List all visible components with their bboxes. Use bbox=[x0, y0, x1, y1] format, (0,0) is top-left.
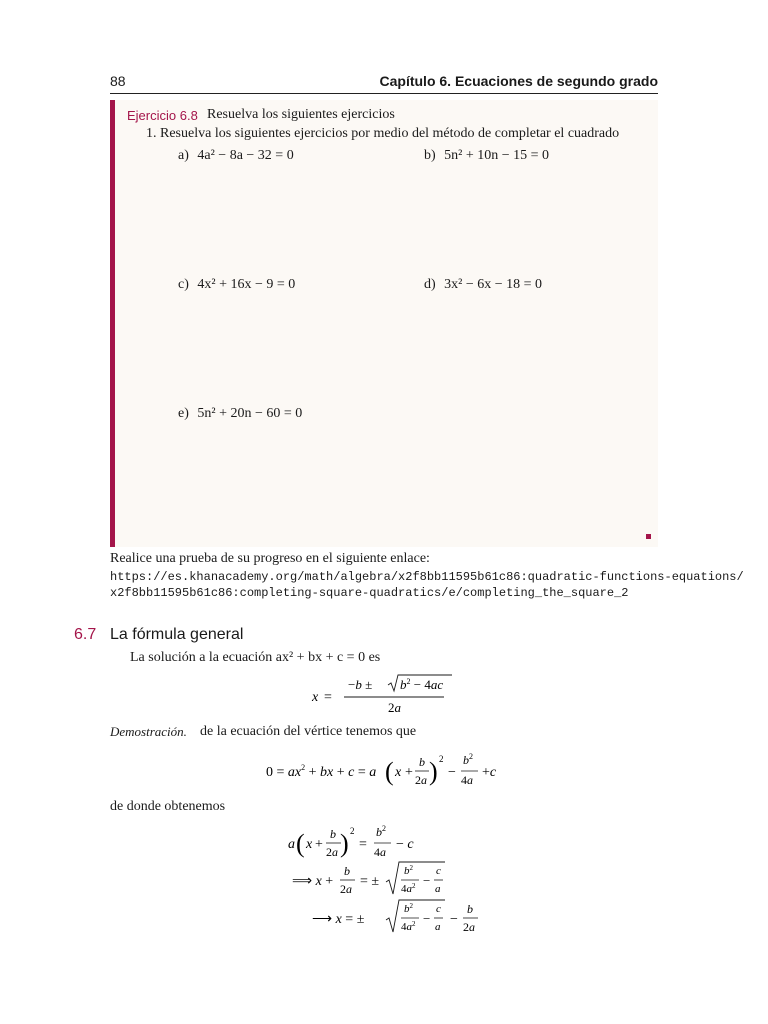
svg-text:4a2: $4a^2$ bbox=[401, 882, 416, 895]
svg-text:+: + bbox=[405, 765, 413, 780]
svg-text:a: a bbox=[435, 883, 441, 895]
part-letter: e) bbox=[178, 406, 189, 421]
svg-text:−: − bbox=[423, 873, 431, 888]
svg-text:⟶ x = ±: ⟶ x = ± bbox=[312, 912, 365, 927]
svg-text:c: c bbox=[436, 903, 441, 915]
exercise-part-c bbox=[178, 277, 295, 293]
svg-text:x: x bbox=[312, 690, 319, 705]
obtain-text: de donde obtenemos bbox=[110, 799, 226, 814]
svg-text:b: b bbox=[419, 755, 425, 769]
svg-text:+c: +c bbox=[482, 765, 497, 780]
exercise-instruction: Resuelva los siguientes ejercicios bbox=[207, 107, 395, 122]
exercise-part-b bbox=[424, 148, 549, 164]
exercise-part-a bbox=[178, 148, 294, 164]
svg-text:x: x bbox=[306, 837, 313, 852]
svg-text:⟹ x +: ⟹ x + bbox=[292, 874, 334, 889]
svg-text:− c: − c bbox=[396, 837, 414, 852]
demonstration-text: de la ecuación del vértice tenemos que bbox=[200, 724, 417, 739]
svg-text:c: c bbox=[436, 865, 441, 877]
part-equation: 4a² − 8a − 32 = 0 bbox=[197, 148, 294, 163]
exercise-part-d bbox=[424, 277, 542, 293]
derivation-line-3 bbox=[310, 898, 500, 938]
svg-text:b: b bbox=[344, 864, 350, 878]
svg-text:(: ( bbox=[296, 829, 305, 858]
part-letter: c) bbox=[178, 277, 189, 292]
intro-text: La solución a la ecuación ax² + bx + c = 0 es bbox=[130, 650, 381, 665]
svg-text:4a: 4a bbox=[461, 773, 473, 787]
svg-text:−: − bbox=[423, 911, 431, 926]
svg-text:2a: 2a bbox=[388, 700, 401, 715]
svg-text:2a: 2a bbox=[463, 920, 475, 934]
khan-academy-link-line-2[interactable]: x2f8bb11595b61c86:completing-square-quadratics/e/completing_the_square_2 bbox=[110, 586, 629, 600]
header-rule bbox=[110, 93, 658, 94]
part-letter: b) bbox=[424, 148, 436, 163]
svg-text:−b ±: −b ± bbox=[348, 677, 373, 692]
svg-text:b2: $b^2$ bbox=[404, 902, 413, 915]
section-number: 6.7 bbox=[74, 626, 97, 643]
demonstration-label: Demostración. bbox=[110, 724, 187, 739]
svg-text:2a: 2a bbox=[415, 773, 427, 787]
part-equation: 4x² + 16x − 9 = 0 bbox=[197, 277, 296, 292]
svg-text:x: x bbox=[395, 765, 402, 780]
svg-text:0 = ax2 + bx + c = a: $0 = ax^2$ + bx + c = a bbox=[266, 763, 377, 780]
derivation-line-2 bbox=[290, 860, 470, 900]
svg-text:(: ( bbox=[385, 757, 394, 786]
svg-text:2a: 2a bbox=[326, 845, 338, 859]
svg-text:2a: 2a bbox=[340, 882, 352, 896]
svg-text:−: − bbox=[450, 912, 458, 927]
end-of-exercise-marker bbox=[646, 534, 651, 539]
svg-text:4a2: $4a^2$ bbox=[401, 920, 416, 933]
svg-text:b2: $b^2$ bbox=[463, 752, 473, 767]
svg-text:b: b bbox=[467, 902, 473, 916]
svg-text:b: b bbox=[330, 827, 336, 841]
svg-text:b2: $b^2$ bbox=[376, 824, 386, 839]
page-number: 88 bbox=[110, 73, 126, 89]
svg-text:= ±: = ± bbox=[360, 874, 380, 889]
svg-text:b2: $b^2$ bbox=[404, 864, 413, 877]
vertex-equation bbox=[264, 748, 504, 790]
exercise-label: Ejercicio 6.8 bbox=[127, 108, 198, 123]
svg-text:−: − bbox=[448, 765, 456, 780]
part-equation: 3x² − 6x − 18 = 0 bbox=[444, 277, 543, 292]
exercise-box bbox=[110, 100, 658, 547]
derivation-line-1 bbox=[286, 822, 446, 862]
part-equation: 5n² + 10n − 15 = 0 bbox=[444, 148, 550, 163]
svg-text:4a: 4a bbox=[374, 845, 386, 859]
chapter-title: Capítulo 6. Ecuaciones de segundo grado bbox=[379, 73, 658, 89]
exercise-part-e bbox=[178, 406, 302, 422]
svg-text:+: + bbox=[315, 837, 323, 852]
svg-text:2: 2 bbox=[350, 826, 355, 836]
part-letter: d) bbox=[424, 277, 436, 292]
section-title: La fórmula general bbox=[110, 626, 244, 643]
exercise-item-1: 1. Resuelva los siguientes ejercicios por medio del método de completar el cuadrado bbox=[146, 126, 620, 141]
svg-text:): ) bbox=[340, 829, 349, 858]
khan-academy-link-line-1[interactable]: https://es.khanacademy.org/math/algebra/x2f8bb11595b61c86:quadratic-functions-equations/ bbox=[110, 570, 744, 584]
svg-text:): ) bbox=[429, 757, 438, 786]
part-letter: a) bbox=[178, 148, 189, 163]
svg-text:a: a bbox=[288, 837, 295, 852]
svg-text:=: = bbox=[324, 690, 332, 705]
svg-text:b2 − 4ac: $b^2 - 4ac$ bbox=[400, 677, 444, 692]
svg-text:a: a bbox=[435, 921, 441, 933]
quadratic-formula bbox=[310, 672, 460, 718]
part-equation: 5n² + 20n − 60 = 0 bbox=[197, 406, 303, 421]
svg-text:=: = bbox=[359, 837, 367, 852]
progress-text: Realice una prueba de su progreso en el siguiente enlace: bbox=[110, 551, 430, 566]
svg-text:2: 2 bbox=[439, 754, 444, 764]
